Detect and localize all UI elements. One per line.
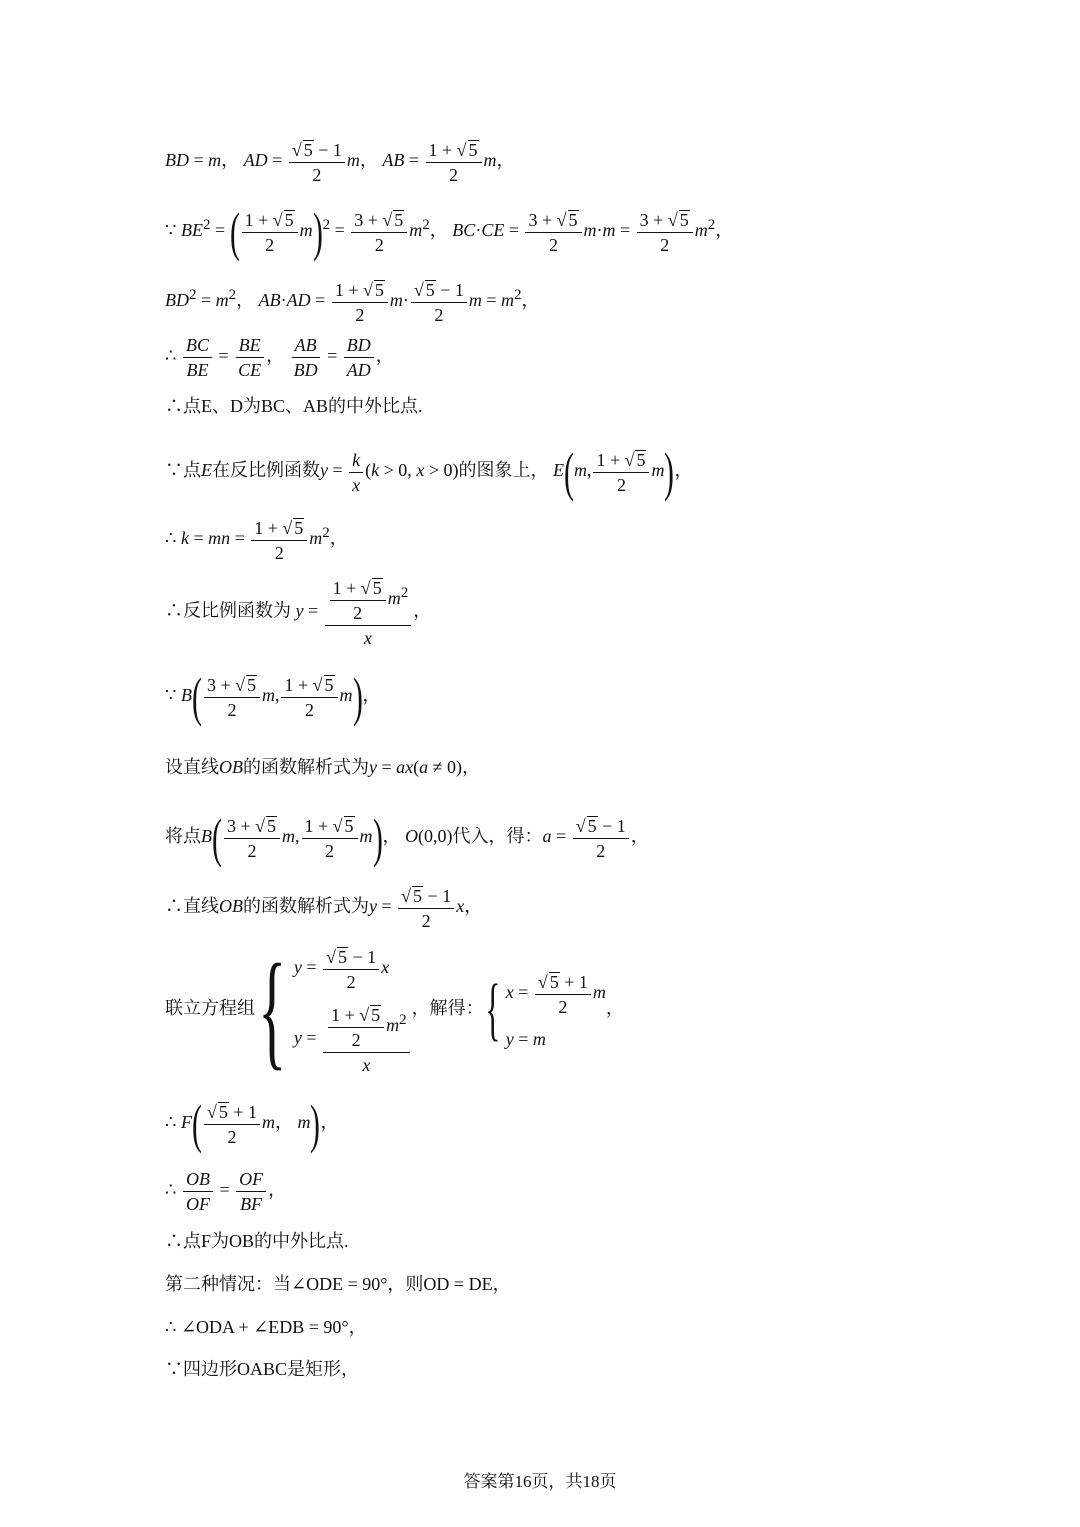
solution-line-17: 第二种情况：当∠ODE = 90°，则OD = DE， bbox=[165, 1274, 511, 1294]
solution-line-7: ∴ k = mn = $\frac{1 + √ 5}{2}$ $m^2$， bbox=[165, 518, 348, 563]
solution-line-10: 设直线OB的函数解析式为y = ax(a ≠ 0)， bbox=[165, 757, 481, 777]
solution-line-3: $BD^2 = m^2$， AB·AD = $\frac{1 + √ 5}{2}$ m· $\frac{√ 5 - 1}{2}$ $m = m^2$， bbox=[165, 280, 540, 325]
solution-line-11: 将点B( $\frac{3 + √ 5}{2}$ m, $\frac{1 + √ 5}{2}$ m)， O(0,0)代入，得：a = $\frac{√ 5 - 1}{2}$ ， bbox=[165, 808, 649, 868]
solution-line-9: ∵ B( $\frac{3 + √ 5}{2}$ m, $\frac{1 + √ 5}{2}$ m)， bbox=[165, 667, 381, 727]
solution-line-6: ∵点E在反比例函数y = $\frac{k}{x}$ (k > 0, x > 0)的图象上， E(m, $\frac{1 + √ 5}{2}$ m)， bbox=[165, 442, 693, 502]
solution-line-2: ∵ $BE^2$ = ( $\frac{1 + √ 5}{2}$ m)$^2$ = $\frac{3 + √ 5}{2}$ $m^2$， BC·CE = $\frac{3 + √ 5}{2}$ m·m = $\frac{3 + √ 5}{2}$ $m^2$， bbox=[165, 202, 734, 262]
solution-line-12: ∴直线OB的函数解析式为y = $\frac{√ 5 - 1}{2}$ x， bbox=[165, 886, 483, 931]
solution-line-19: ∵四边形OABC是矩形， bbox=[165, 1359, 360, 1379]
solution-line-4: ∴ $\frac{BC}{BE}$ = $\frac{BE}{CE}$ ， $\frac{AB}{BD}$ = $\frac{BD}{AD}$ ， bbox=[165, 335, 394, 380]
solution-line-15: ∴ $\frac{OB}{OF}$ = $\frac{OF}{BF}$ ， bbox=[165, 1169, 287, 1214]
solution-line-16: ∴点F为OB的中外比点. bbox=[165, 1231, 349, 1251]
solution-line-18: ∴ ∠ODA + ∠EDB = 90°， bbox=[165, 1317, 367, 1337]
solution-line-5: ∴点E、D为BC、AB的中外比点. bbox=[165, 396, 423, 416]
solution-line-8: ∴反比例函数为 y = $\frac{1 + √ 5}{2}$ $m^2$ x ， bbox=[165, 578, 432, 648]
solution-line-13: 联立方程组{ y = $\frac{√ 5 - 1}{2}$ x y = $\frac{1 + √ 5}{2}$ $m^2$ x ，解得：{ x = $\frac{√ 5 + 1}{2}$ m y = m ， bbox=[165, 938, 624, 1082]
solution-line-14: ∴ F( $\frac{√ 5 + 1}{2}$ m， m)， bbox=[165, 1094, 339, 1154]
solution-line-1: BD = m， AD = $\frac{√ 5 - 1}{2}$ m， AB = $\frac{1 + √ 5}{2}$ m， bbox=[165, 140, 515, 185]
page-footer: 答案第16页，共18页 bbox=[463, 1472, 617, 1491]
